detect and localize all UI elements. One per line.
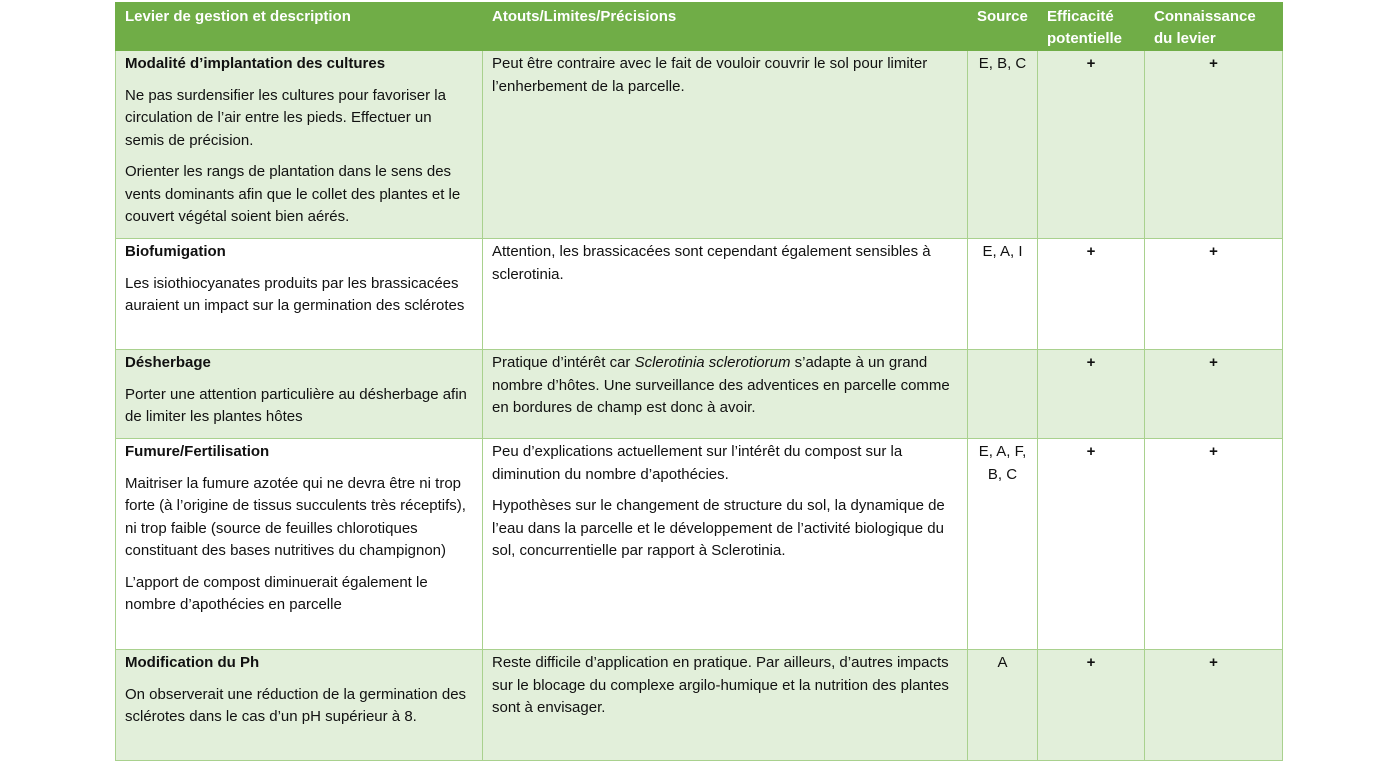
lever-title: Fumure/Fertilisation bbox=[125, 443, 270, 460]
lever-note: Hypothèses sur le changement de structure du sol, la dynamique de l’eau dans la parcelle et le développement de l’activité biologique du sol, concurrentielle par rapport à Sclerotinia. bbox=[492, 497, 945, 559]
lever-cell bbox=[116, 239, 483, 350]
lever-cell bbox=[116, 650, 483, 761]
table-row bbox=[116, 51, 1283, 239]
source-cell: E, A, F, B, C bbox=[968, 439, 1038, 650]
knowledge-cell: + bbox=[1145, 350, 1283, 439]
source-cell: E, A, I bbox=[968, 239, 1038, 350]
lever-note: Attention, les brassicacées sont cependant également sensibles à sclerotinia. bbox=[492, 243, 931, 283]
lever-note bbox=[492, 352, 958, 420]
notes-cell bbox=[483, 51, 968, 239]
efficacy-cell: + bbox=[1038, 239, 1145, 350]
lever-description: Porter une attention particulière au désherbage afin de limiter les plantes hôtes bbox=[125, 385, 467, 425]
lever-description: Ne pas surdensifier les cultures pour favoriser la circulation de l’air entre les pieds. Effectuer un semis de précision. bbox=[125, 86, 446, 149]
table-header bbox=[116, 3, 1283, 51]
notes-cell bbox=[483, 650, 968, 761]
lever-title: Biofumigation bbox=[125, 243, 226, 260]
notes-cell bbox=[483, 439, 968, 650]
lever-title: Désherbage bbox=[125, 354, 211, 371]
lever-description: Maitriser la fumure azotée qui ne devra être ni trop forte (à l’origine de tissus succulents très réceptifs), ni trop faible (source de feuilles chlorotiques constituant des bases nutritives du champignon) bbox=[125, 474, 466, 559]
lever-title: Modalité d’implantation des cultures bbox=[125, 55, 386, 72]
source-cell: E, B, C bbox=[968, 51, 1038, 239]
header-efficacy-line2: potentielle bbox=[1047, 30, 1123, 47]
header-efficacy bbox=[1038, 3, 1145, 51]
lever-description: Les isiothiocyanates produits par les brassicacées auraient un impact sur la germination des sclérotes bbox=[125, 274, 465, 314]
header-knowledge-line1: Connaissance bbox=[1154, 8, 1256, 25]
header-knowledge-line2: du levier bbox=[1154, 30, 1216, 47]
header-efficacy-line1: Efficacité bbox=[1047, 8, 1114, 25]
lever-title: Modification du Ph bbox=[125, 654, 260, 671]
efficacy-cell: + bbox=[1038, 650, 1145, 761]
table-row bbox=[116, 439, 1283, 650]
lever-description: Orienter les rangs de plantation dans le sens des vents dominants afin que le collet des plantes et le couvert végétal soient bien aérés. bbox=[125, 163, 461, 225]
notes-cell bbox=[483, 239, 968, 350]
lever-note: Reste difficile d’application en pratique. Par ailleurs, d’autres impacts sur le blocage du complexe argilo-humique et la nutrition des plantes sont à envisager. bbox=[492, 654, 949, 716]
source-cell: A bbox=[968, 650, 1038, 761]
lever-note: Peu d’explications actuellement sur l’intérêt du compost sur la diminution du nombre d’apothécies. bbox=[492, 443, 903, 483]
lever-cell bbox=[116, 439, 483, 650]
knowledge-cell: + bbox=[1145, 439, 1283, 650]
header-notes: Atouts/Limites/Précisions bbox=[483, 3, 968, 51]
knowledge-cell: + bbox=[1145, 650, 1283, 761]
table-row bbox=[116, 239, 1283, 350]
efficacy-cell: + bbox=[1038, 350, 1145, 439]
efficacy-cell: + bbox=[1038, 439, 1145, 650]
lever-table bbox=[115, 2, 1283, 761]
source-cell bbox=[968, 350, 1038, 439]
header-lever: Levier de gestion et description bbox=[116, 3, 483, 51]
species-name: Sclerotinia sclerotiorum bbox=[634, 354, 791, 371]
table-row bbox=[116, 650, 1283, 761]
lever-description: L’apport de compost diminuerait également le nombre d’apothécies en parcelle bbox=[125, 573, 428, 613]
note-text: s’adapte à un grand nombre d’hôtes. Une surveillance des adventices en parcelle comme en bordures de champ est donc à avoir. bbox=[492, 354, 950, 416]
knowledge-cell: + bbox=[1145, 239, 1283, 350]
header-knowledge bbox=[1145, 3, 1283, 51]
notes-cell bbox=[483, 350, 968, 439]
lever-cell bbox=[116, 350, 483, 439]
lever-description: On observerait une réduction de la germination des sclérotes dans le cas d’un pH supérieur à 8. bbox=[125, 685, 467, 725]
efficacy-cell: + bbox=[1038, 51, 1145, 239]
lever-note: Peut être contraire avec le fait de vouloir couvrir le sol pour limiter l’enherbement de la parcelle. bbox=[492, 55, 928, 95]
lever-cell bbox=[116, 51, 483, 239]
header-source: Source bbox=[968, 3, 1038, 51]
knowledge-cell: + bbox=[1145, 51, 1283, 239]
note-text: Pratique d’intérêt car bbox=[492, 354, 635, 371]
table-row bbox=[116, 350, 1283, 439]
